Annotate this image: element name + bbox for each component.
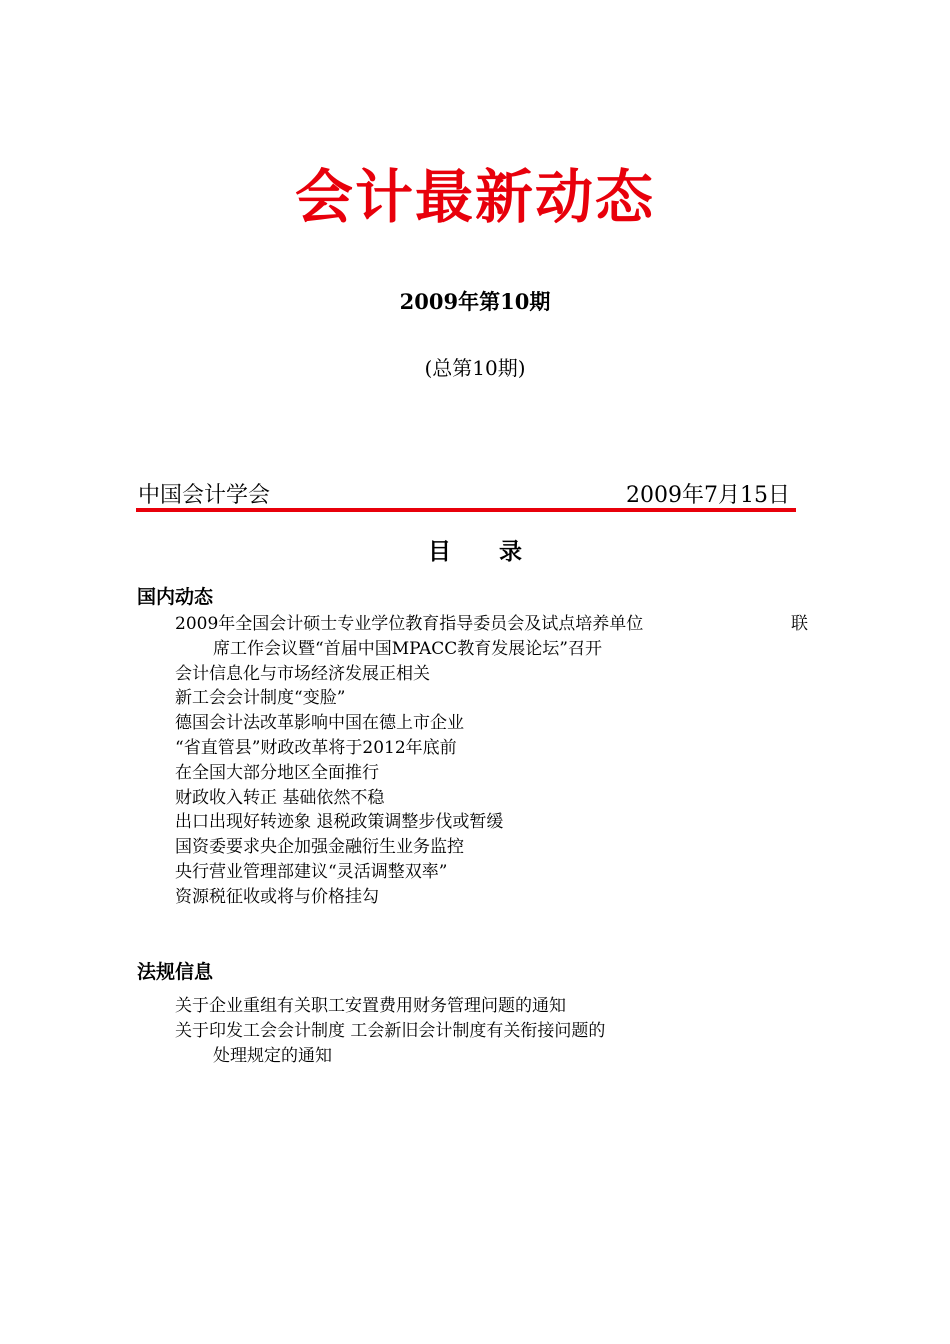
toc-item-text: 关于印发工会会计制度 工会新旧会计制度有关衔接问题的	[175, 1020, 606, 1041]
toc-item-text: 关于企业重组有关职工安置费用财务管理问题的通知	[175, 996, 566, 1016]
toc-item-text: “省直管县”财政改革将于2012年底前	[175, 737, 457, 758]
section-heading-regulations: 法规信息	[137, 961, 214, 983]
total-issue-number: (总第10期)	[424, 356, 526, 380]
toc-item[interactable]	[175, 686, 643, 711]
toc-title: 目 录	[427, 539, 522, 565]
toc-item-text-continued: 席工作会议暨“首届中国MPACC教育发展论坛”召开	[213, 638, 602, 659]
toc-item[interactable]	[175, 786, 643, 811]
toc-list-regulations	[175, 994, 605, 1068]
toc-item-text-continued: 处理规定的通知	[213, 1045, 332, 1066]
toc-item[interactable]	[175, 662, 643, 687]
section-heading-domestic: 国内动态	[137, 586, 214, 608]
toc-item[interactable]	[175, 994, 605, 1019]
toc-item[interactable]	[175, 810, 643, 835]
toc-item-text: 会计信息化与市场经济发展正相关	[175, 663, 430, 684]
toc-item-text: 资源税征收或将与价格挂勾	[175, 886, 379, 907]
toc-item[interactable]	[175, 1019, 605, 1069]
header-divider	[136, 508, 796, 512]
toc-item[interactable]	[175, 736, 643, 761]
toc-item[interactable]	[175, 612, 808, 662]
toc-item-text: 新工会会计制度“变脸”	[175, 688, 346, 709]
toc-item-text: 德国会计法改革影响中国在德上市企业	[175, 713, 464, 734]
publisher: 中国会计学会	[138, 483, 271, 508]
toc-item-text: 国资委要求央企加强金融衍生业务监控	[175, 837, 464, 858]
toc-item-text: 在全国大部分地区全面推行	[175, 762, 379, 783]
toc-item-text-tail: 联	[791, 614, 808, 634]
toc-list-domestic	[175, 612, 808, 910]
newsletter-title: 会计最新动态	[294, 163, 655, 231]
toc-item[interactable]	[175, 860, 643, 885]
toc-item-text: 财政收入转正 基础依然不稳	[175, 787, 385, 808]
toc-item[interactable]	[175, 761, 643, 786]
toc-item-text: 央行营业管理部建议“灵活调整双率”	[175, 861, 448, 882]
issue-number: 2009年第10期	[399, 289, 551, 314]
publish-date: 2009年7月15日	[626, 483, 790, 508]
toc-item[interactable]	[175, 711, 643, 736]
toc-item-text: 2009年全国会计硕士专业学位教育指导委员会及试点培养单位	[175, 614, 644, 634]
toc-item[interactable]	[175, 885, 643, 910]
toc-item-text: 出口出现好转迹象 退税政策调整步伐或暂缓	[175, 812, 504, 833]
toc-item[interactable]	[175, 835, 643, 860]
